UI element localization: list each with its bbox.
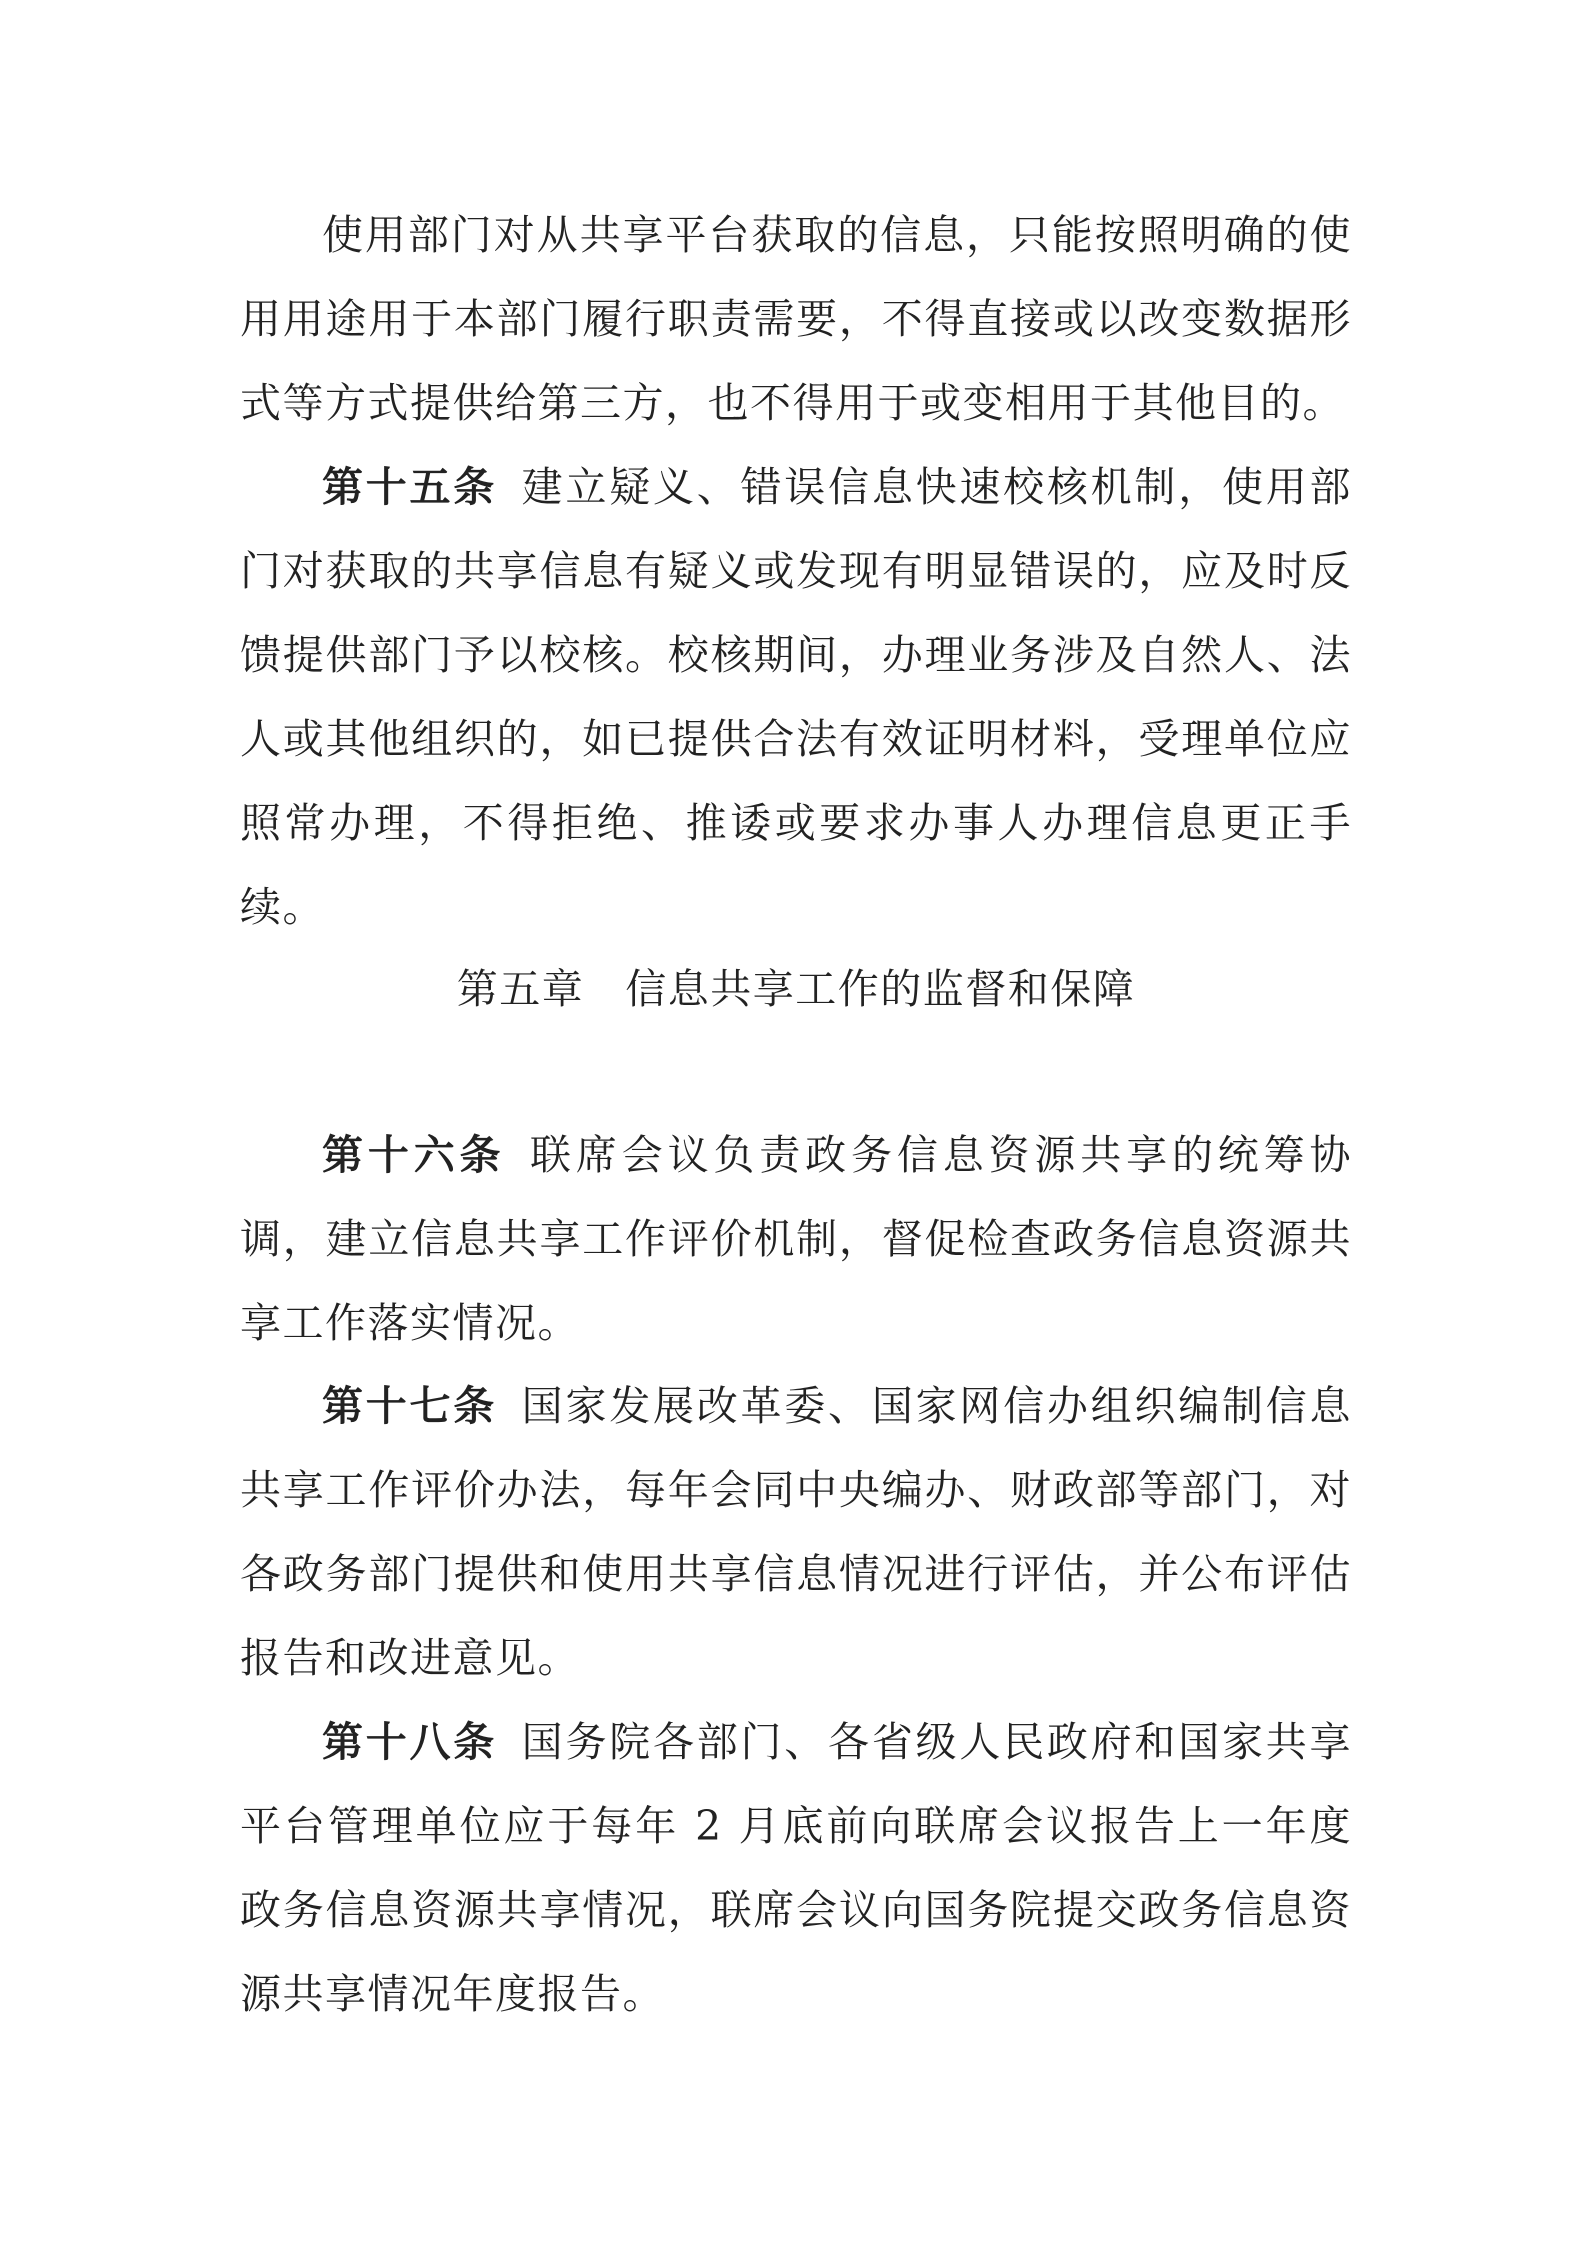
article-text: 国家发展改革委、国家网信办组织编制信息共享工作评价办法，每年会同中央编办、财政部等部门，对各政务部门提供和使用共享信息情况进行评估，并公布评估报告和改进意见。	[240, 1382, 1353, 1682]
paragraph-text: 使用部门对从共享平台获取的信息，只能按照明确的使用用途用于本部门履行职责需要，不得直接或以改变数据形式等方式提供给第三方，也不得用于或变相用于其他目的。	[240, 211, 1352, 427]
paragraph-usage-restriction	[240, 193, 1352, 445]
chapter-title: 信息共享工作的监督和保障	[625, 965, 1136, 1013]
article-17	[240, 1364, 1352, 1700]
article-18	[240, 1700, 1352, 2036]
article-number: 第十六条	[322, 1131, 506, 1179]
article-number: 第十八条	[322, 1718, 498, 1766]
article-15	[240, 445, 1352, 949]
chapter-heading	[240, 947, 1352, 1031]
article-text: 联席会议负责政务信息资源共享的统筹协调，建立信息共享工作评价机制，督促检查政务信息资源共享工作落实情况。	[240, 1131, 1353, 1347]
article-number: 第十七条	[322, 1382, 498, 1430]
article-text: 国务院各部门、各省级人民政府和国家共享平台管理单位应于每年 2 月底前向联席会议报告上一年度政务信息资源共享情况，联席会议向国务院提交政务信息资源共享情况年度报告。	[240, 1718, 1353, 2018]
article-number: 第十五条	[322, 463, 498, 511]
article-16	[240, 1113, 1352, 1365]
chapter-number: 第五章	[456, 965, 585, 1013]
article-text: 建立疑义、错误信息快速校核机制，使用部门对获取的共享信息有疑义或发现有明显错误的，应及时反馈提供部门予以校核。校核期间，办理业务涉及自然人、法人或其他组织的，如已提供合法有效证明材料，受理单位应照常办理，不得拒绝、推诿或要求办事人办理信息更正手续。	[240, 463, 1353, 931]
